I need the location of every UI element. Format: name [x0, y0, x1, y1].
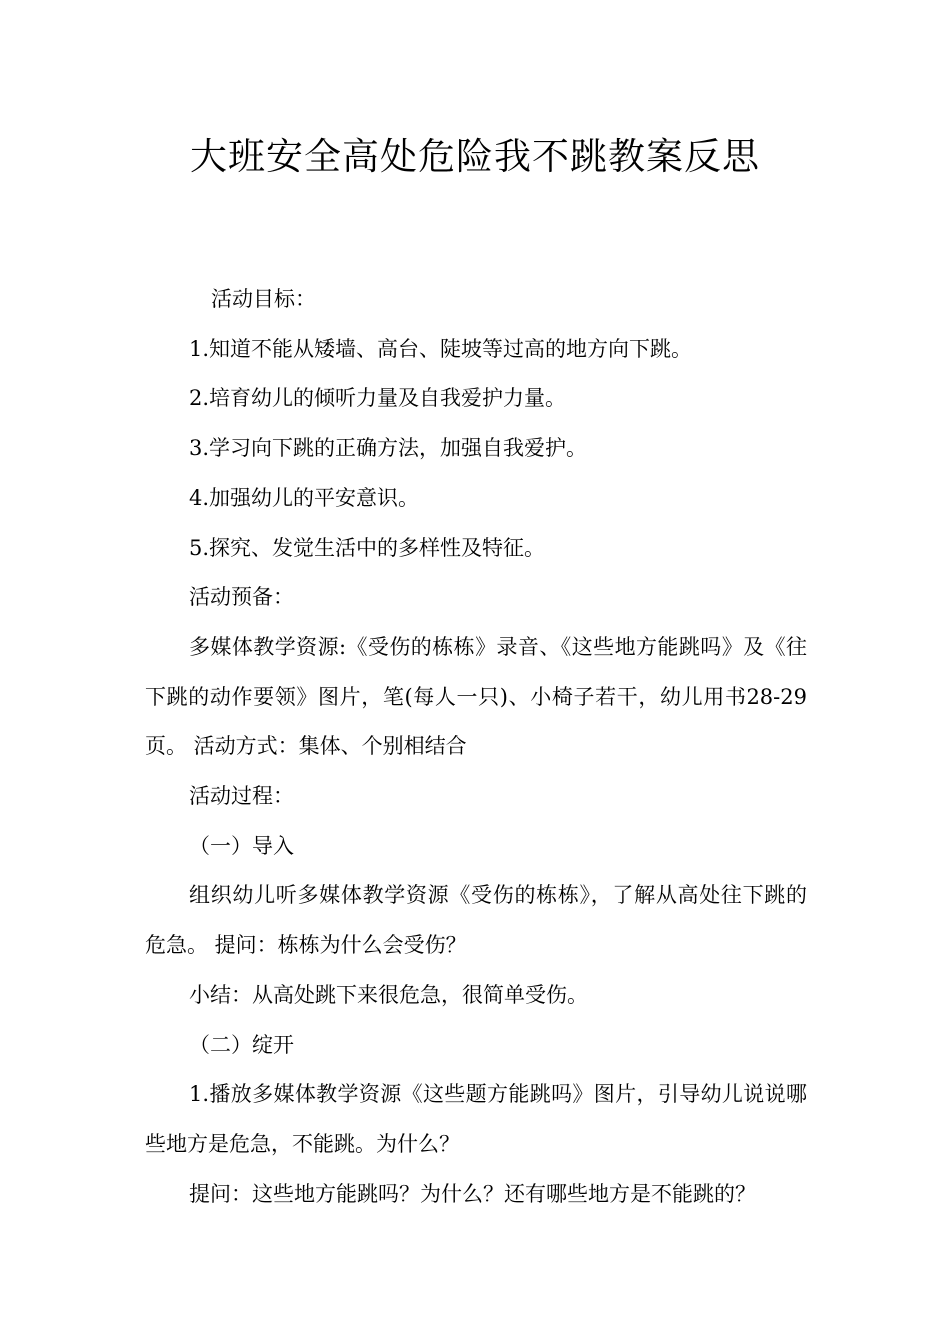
document-title: 大班安全高处危险我不跳教案反思	[190, 135, 760, 178]
paragraph-intro-summary: 小结：从高处跳下来很危急，很简单受伤。	[189, 982, 588, 1007]
paragraph-section-intro: （一）导入	[189, 833, 294, 858]
paragraph-preparation-heading: 活动预备：	[189, 585, 294, 610]
paragraph-process-heading: 活动过程：	[189, 784, 294, 809]
document-body	[145, 275, 807, 1219]
paragraph-goal-5: 5.探究、发觉生活中的多样性及特征。	[189, 535, 546, 560]
paragraph-goal-3: 3.学习向下跳的正确方法，加强自我爱护。	[189, 436, 588, 461]
paragraph-goal-4: 4.加强幼儿的平安意识。	[189, 485, 420, 510]
paragraph-intro-activity: 组织幼儿听多媒体教学资源《受伤的栋栋》，了解从高处往下跳的危急。 提问：栋栋为什么会受伤？	[145, 883, 807, 958]
paragraph-preparation-materials: 多媒体教学资源:《受伤的栋栋》录音、《这些地方能跳吗》及《往下跳的动作要领》图片，笔(每人一只)、小椅子若干，幼儿用书28-29页。 活动方式：集体、个别相结合	[145, 634, 807, 759]
paragraph-activity-goals-heading: 活动目标：	[211, 287, 316, 311]
paragraph-develop-step-1: 1.播放多媒体教学资源《这些题方能跳吗》图片，引导幼儿说说哪些地方是危急，不能跳。为什么？	[145, 1082, 807, 1156]
paragraph-develop-question: 提问：这些地方能跳吗？为什么？还有哪些地方是不能跳的？	[189, 1181, 756, 1206]
paragraph-goal-2: 2.培育幼儿的倾听力量及自我爱护力量。	[189, 386, 567, 411]
paragraph-goal-1: 1.知道不能从矮墙、高台、陡坡等过高的地方向下跳。	[189, 336, 693, 361]
paragraph-section-develop: （二）绽开	[189, 1032, 294, 1057]
